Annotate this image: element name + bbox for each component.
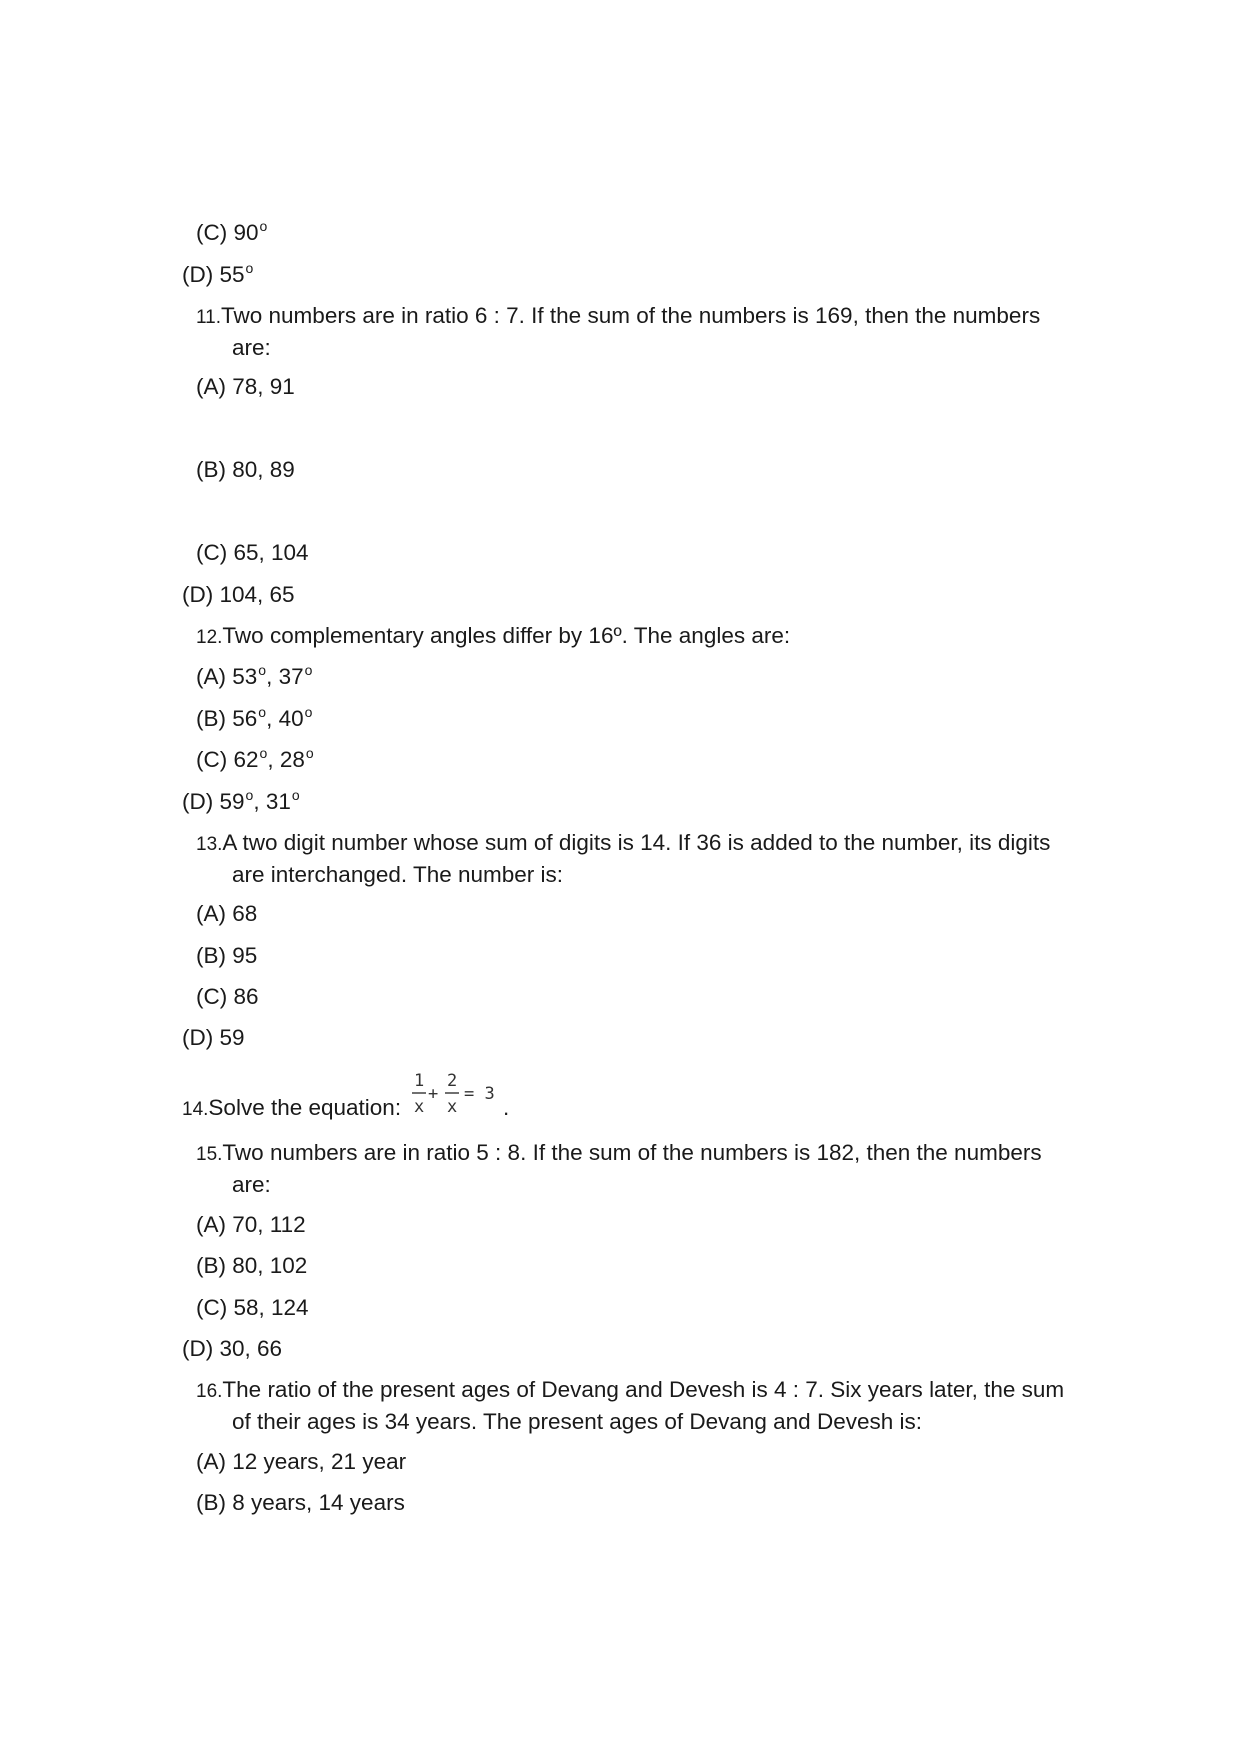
- question-text-cont: are interchanged. The number is:: [232, 862, 564, 887]
- option-d-q11: (D) 104, 65: [182, 582, 295, 607]
- eq-rhs: = 3: [464, 1084, 495, 1104]
- question-11: [196, 301, 1040, 363]
- eq-plus: +: [428, 1084, 439, 1104]
- option-a-q15: (A) 70, 112: [196, 1212, 306, 1237]
- eq-numerator-2: 2: [447, 1071, 458, 1091]
- equation-period: .: [503, 1095, 510, 1120]
- question-text: Solve the equation:: [208, 1095, 402, 1120]
- question-number: 11.: [196, 307, 222, 328]
- question-13: [196, 828, 1050, 890]
- equation-image: [410, 1068, 505, 1120]
- option-a-q11: (A) 78, 91: [196, 374, 295, 399]
- question-number: 14.: [182, 1099, 209, 1120]
- option-b-q12: (B) 56$^o$, 40$^o$: [196, 704, 313, 731]
- question-14: [182, 1093, 401, 1125]
- option-c-q10: (C) 90$^o$: [196, 218, 268, 245]
- option-c-q12: (C) 62$^o$, 28$^o$: [196, 745, 314, 772]
- question-text: A two digit number whose sum of digits is 14. If 36 is added to the number, its digits: [222, 830, 1051, 855]
- question-15: [196, 1138, 1042, 1200]
- option-a-q13: (A) 68: [196, 901, 258, 926]
- question-number: 12.: [196, 627, 223, 648]
- option-d-q12: (D) 59$^o$, 31$^o$: [182, 787, 300, 814]
- question-text: Two numbers are in ratio 5 : 8. If the sum of the numbers is 182, then the numbers: [222, 1140, 1042, 1165]
- option-a-q12: (A) 53$^o$, 37$^o$: [196, 662, 313, 689]
- eq-denominator-1: x: [414, 1097, 425, 1117]
- question-text: Two complementary angles differ by 16º. The angles are:: [222, 623, 791, 648]
- eq-numerator-1: 1: [414, 1071, 425, 1091]
- question-text: Two numbers are in ratio 6 : 7. If the sum of the numbers is 169, then the numbers: [221, 303, 1041, 328]
- question-text: The ratio of the present ages of Devang and Devesh is 4 : 7. Six years later, the sum: [222, 1377, 1065, 1402]
- option-d-q15: (D) 30, 66: [182, 1336, 283, 1361]
- question-text-cont: are:: [232, 1172, 271, 1197]
- question-12: [196, 621, 790, 653]
- question-text-cont: of their ages is 34 years. The present ages of Devang and Devesh is:: [232, 1409, 922, 1434]
- option-c-q13: (C) 86: [196, 984, 259, 1009]
- option-c-q11: (C) 65, 104: [196, 540, 309, 565]
- question-number: 16.: [196, 1381, 223, 1402]
- question-number: 15.: [196, 1144, 223, 1165]
- question-16: [196, 1375, 1064, 1437]
- option-d-q13: (D) 59: [182, 1025, 245, 1050]
- question-text-cont: are:: [232, 335, 271, 360]
- option-b-q13: (B) 95: [196, 943, 258, 968]
- option-d-q10: (D) 55$^o$: [182, 260, 254, 287]
- option-c-q15: (C) 58, 124: [196, 1295, 309, 1320]
- option-b-q15: (B) 80, 102: [196, 1253, 308, 1278]
- question-number: 13.: [196, 834, 223, 855]
- option-b-q16: (B) 8 years, 14 years: [196, 1490, 405, 1515]
- option-a-q16: (A) 12 years, 21 year: [196, 1449, 407, 1474]
- eq-denominator-2: x: [447, 1097, 458, 1117]
- option-b-q11: (B) 80, 89: [196, 457, 295, 482]
